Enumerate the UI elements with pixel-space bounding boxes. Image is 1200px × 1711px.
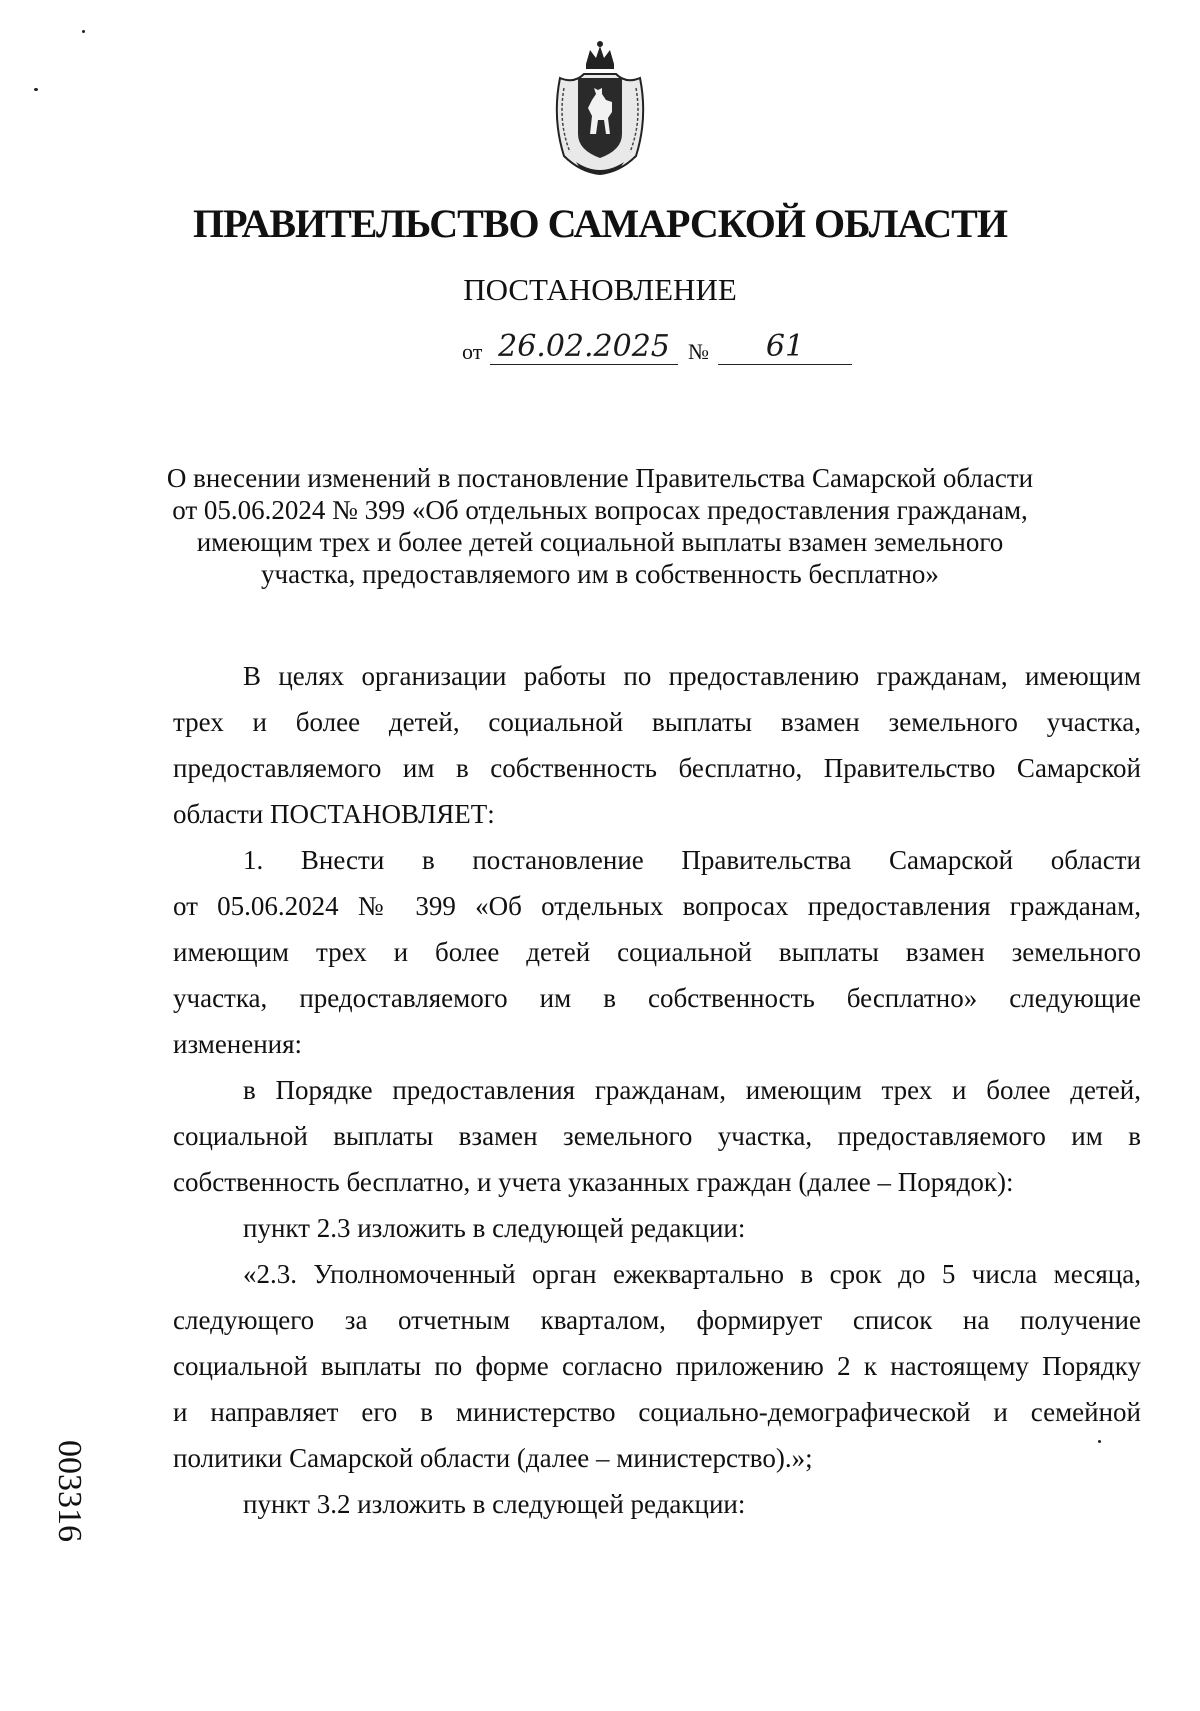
paragraph-line: области ПОСТАНОВЛЯЕТ: xyxy=(173,799,495,829)
handwritten-date: 26.02.2025 xyxy=(490,330,678,365)
paragraph-line: следующего за отчетным кварталом, формирует список на получение xyxy=(173,1305,1141,1335)
paragraph-line: и направляет его в министерство социально-демографической и семейной xyxy=(173,1397,1141,1427)
margin-serial-number: 003316 xyxy=(51,1440,88,1542)
date-prefix: от xyxy=(462,339,483,364)
paragraph-line: изменения: xyxy=(173,1029,303,1059)
subject-line: О внесении изменений в постановление Правительства Самарской области xyxy=(166,463,1034,493)
number-prefix: № xyxy=(688,339,709,364)
paragraph-line: политики Самарской области (далее – министерство).»; xyxy=(173,1443,813,1473)
date-number-line xyxy=(462,329,852,373)
subject-line: участка, предоставляемого им в собственность бесплатно» xyxy=(261,559,939,589)
paragraph-line: в Порядке предоставления гражданам, имеющим трех и более детей, xyxy=(243,1075,1141,1105)
handwritten-number: 61 xyxy=(718,330,852,365)
paragraph-line: 1. Внести в постановление Правительства Самарской области xyxy=(243,845,1141,875)
paragraph-line: социальной выплаты взамен земельного участка, предоставляемого им в xyxy=(173,1121,1141,1151)
paragraph-line: пункт 2.3 изложить в следующей редакции: xyxy=(243,1213,746,1243)
paragraph-line: «2.3. Уполномоченный орган ежеквартально в срок до 5 числа месяца, xyxy=(243,1259,1141,1289)
paragraph-line: социальной выплаты по форме согласно приложению 2 к настоящему Порядку xyxy=(173,1351,1141,1381)
scan-speck xyxy=(82,30,85,33)
scan-speck xyxy=(34,88,38,91)
document-type: ПОСТАНОВЛЕНИЕ xyxy=(463,272,737,307)
paragraph-line: В целях организации работы по предоставлению гражданам, имеющим xyxy=(243,661,1141,691)
subject-line: от 05.06.2024 № 399 «Об отдельных вопросах предоставления гражданам, xyxy=(172,495,1028,525)
scan-speck xyxy=(1098,1440,1101,1443)
subject-line: имеющим трех и более детей социальной выплаты взамен земельного xyxy=(196,527,1004,557)
paragraph-line: предоставляемого им в собственность бесплатно, Правительство Самарской xyxy=(173,753,1141,783)
paragraph-line: от 05.06.2024 № 399 «Об отдельных вопросах предоставления гражданам, xyxy=(173,891,1141,921)
paragraph-line: имеющим трех и более детей социальной выплаты взамен земельного xyxy=(173,937,1141,967)
government-title: ПРАВИТЕЛЬСТВО САМАРСКОЙ ОБЛАСТИ xyxy=(193,201,1007,246)
document-subject xyxy=(140,462,1060,590)
paragraph-line: пункт 3.2 изложить в следующей редакции: xyxy=(243,1489,746,1519)
paragraph-line: собственность бесплатно, и учета указанных граждан (далее – Порядок): xyxy=(173,1167,1014,1197)
paragraph-line: трех и более детей, социальной выплаты взамен земельного участка, xyxy=(173,707,1141,737)
paragraph-line: участка, предоставляемого им в собственность бесплатно» следующие xyxy=(173,983,1141,1013)
samara-coat-of-arms-icon xyxy=(546,38,654,178)
